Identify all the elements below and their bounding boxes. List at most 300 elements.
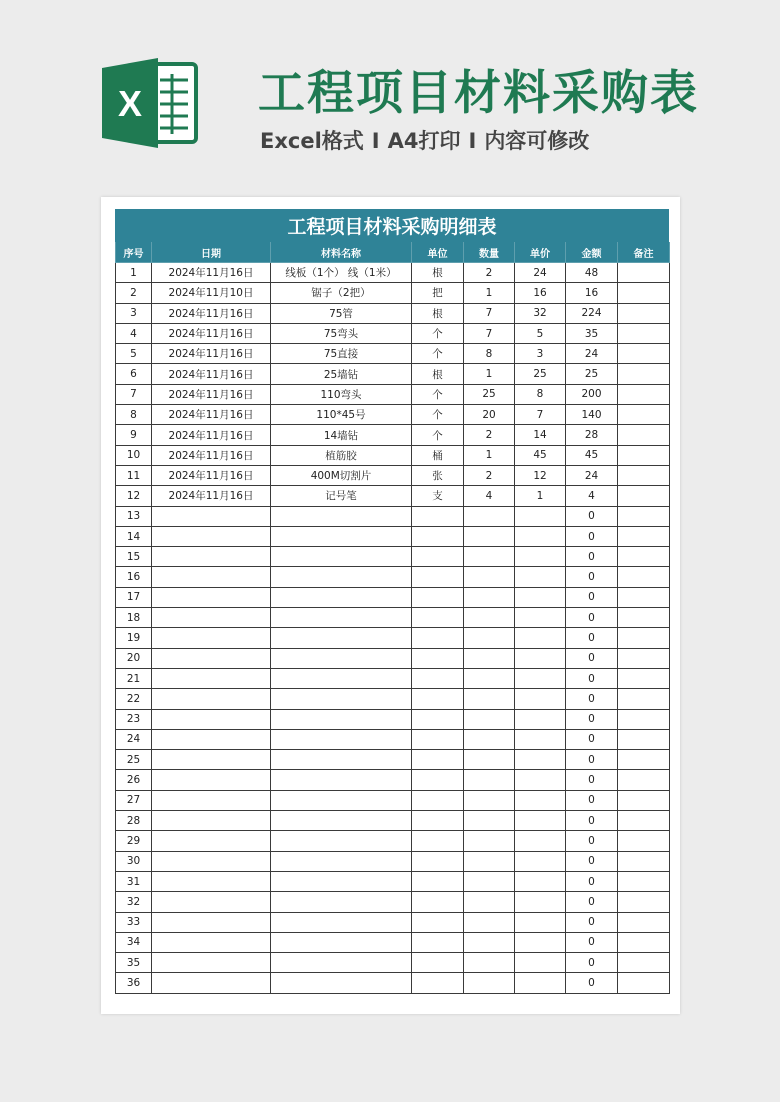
col-date-cell[interactable]: [152, 851, 271, 871]
col-unit-price-cell[interactable]: [515, 648, 566, 668]
col-unit-cell[interactable]: 根: [412, 263, 464, 283]
col-unit-cell[interactable]: [412, 689, 464, 709]
col-amount-cell[interactable]: 24: [566, 465, 618, 485]
col-unit-price-cell[interactable]: [515, 831, 566, 851]
col-quantity-cell[interactable]: [464, 932, 515, 952]
col-remarks-cell[interactable]: [618, 364, 670, 384]
col-material-name-cell[interactable]: 记号笔: [271, 486, 412, 506]
col-unit-price-cell[interactable]: [515, 851, 566, 871]
col-date-cell[interactable]: [152, 932, 271, 952]
col-unit-cell[interactable]: [412, 547, 464, 567]
col-unit-cell[interactable]: [412, 608, 464, 628]
col-unit-price-cell[interactable]: 1: [515, 486, 566, 506]
col-material-name-cell[interactable]: [271, 709, 412, 729]
col-index-cell[interactable]: 24: [116, 729, 152, 749]
col-unit-price-cell[interactable]: [515, 709, 566, 729]
table-row: [116, 323, 670, 343]
table-row: [116, 648, 670, 668]
col-remarks-cell[interactable]: [618, 648, 670, 668]
col-unit-cell[interactable]: [412, 770, 464, 790]
col-quantity-cell[interactable]: [464, 851, 515, 871]
col-remarks-cell[interactable]: [618, 729, 670, 749]
col-material-name-cell[interactable]: [271, 953, 412, 973]
col-remarks-cell[interactable]: [618, 283, 670, 303]
col-amount-cell[interactable]: 35: [566, 323, 618, 343]
col-date-cell[interactable]: [152, 729, 271, 749]
col-remarks-cell[interactable]: [618, 689, 670, 709]
col-quantity-cell[interactable]: [464, 608, 515, 628]
col-index-cell[interactable]: 29: [116, 831, 152, 851]
col-date-cell[interactable]: [152, 831, 271, 851]
col-index-cell[interactable]: 15: [116, 547, 152, 567]
col-unit-price-cell[interactable]: [515, 628, 566, 648]
col-amount-cell[interactable]: 0: [566, 567, 618, 587]
col-remarks-cell[interactable]: [618, 587, 670, 607]
col-amount-cell[interactable]: 0: [566, 912, 618, 932]
col-quantity-cell[interactable]: [464, 587, 515, 607]
col-unit-cell[interactable]: 根: [412, 364, 464, 384]
col-remarks-cell[interactable]: [618, 526, 670, 546]
col-date-cell[interactable]: [152, 526, 271, 546]
col-date-cell[interactable]: [152, 953, 271, 973]
col-index-cell[interactable]: 10: [116, 445, 152, 465]
col-amount-cell[interactable]: 25: [566, 364, 618, 384]
col-index-cell[interactable]: 28: [116, 811, 152, 831]
col-remarks-cell[interactable]: [618, 750, 670, 770]
col-amount-cell[interactable]: 0: [566, 729, 618, 749]
col-unit-price-cell[interactable]: [515, 729, 566, 749]
col-amount-cell[interactable]: 16: [566, 283, 618, 303]
col-amount-cell[interactable]: 0: [566, 608, 618, 628]
col-quantity-cell[interactable]: [464, 689, 515, 709]
col-index-cell[interactable]: 25: [116, 750, 152, 770]
col-amount-cell[interactable]: 0: [566, 547, 618, 567]
col-index-cell[interactable]: 30: [116, 851, 152, 871]
col-unit-price-cell[interactable]: [515, 608, 566, 628]
col-remarks-cell[interactable]: [618, 811, 670, 831]
col-unit-cell[interactable]: [412, 811, 464, 831]
col-amount-cell[interactable]: 0: [566, 973, 618, 993]
col-date-cell[interactable]: 2024年11月16日: [152, 384, 271, 404]
col-remarks-cell[interactable]: [618, 892, 670, 912]
col-amount-cell[interactable]: 0: [566, 892, 618, 912]
col-unit-cell[interactable]: [412, 871, 464, 891]
col-unit-cell[interactable]: [412, 648, 464, 668]
col-unit-price-cell[interactable]: [515, 750, 566, 770]
col-unit-cell[interactable]: [412, 729, 464, 749]
col-unit-price-cell[interactable]: [515, 547, 566, 567]
col-index-cell[interactable]: 2: [116, 283, 152, 303]
col-remarks-cell[interactable]: [618, 912, 670, 932]
col-amount-cell[interactable]: 24: [566, 344, 618, 364]
col-quantity-cell[interactable]: 7: [464, 323, 515, 343]
col-date-cell[interactable]: [152, 668, 271, 688]
col-unit-cell[interactable]: [412, 567, 464, 587]
col-material-name-cell[interactable]: [271, 628, 412, 648]
col-date-cell[interactable]: 2024年11月16日: [152, 486, 271, 506]
col-remarks-cell[interactable]: [618, 486, 670, 506]
table-row: [116, 831, 670, 851]
col-remarks-cell[interactable]: [618, 465, 670, 485]
col-material-name-cell[interactable]: [271, 790, 412, 810]
col-index-cell[interactable]: 18: [116, 608, 152, 628]
col-material-name-cell[interactable]: [271, 608, 412, 628]
col-remarks-cell[interactable]: [618, 851, 670, 871]
col-unit-cell[interactable]: 个: [412, 384, 464, 404]
col-index-cell[interactable]: 9: [116, 425, 152, 445]
col-quantity-cell[interactable]: 7: [464, 303, 515, 323]
col-remarks-cell[interactable]: [618, 303, 670, 323]
col-quantity-cell[interactable]: [464, 973, 515, 993]
col-unit-price-cell[interactable]: [515, 953, 566, 973]
col-remarks-cell[interactable]: [618, 405, 670, 425]
col-amount-cell[interactable]: 0: [566, 871, 618, 891]
col-date-cell[interactable]: 2024年11月16日: [152, 344, 271, 364]
col-quantity-cell[interactable]: [464, 668, 515, 688]
col-material-name-cell[interactable]: 110弯头: [271, 384, 412, 404]
col-unit-cell[interactable]: [412, 973, 464, 993]
col-index-cell[interactable]: 21: [116, 668, 152, 688]
col-amount-cell[interactable]: 0: [566, 811, 618, 831]
col-index-cell[interactable]: 8: [116, 405, 152, 425]
col-material-name-cell[interactable]: [271, 932, 412, 952]
col-material-name-cell[interactable]: 75管: [271, 303, 412, 323]
col-amount-cell[interactable]: 0: [566, 587, 618, 607]
col-date-cell[interactable]: [152, 648, 271, 668]
col-material-name-cell[interactable]: [271, 750, 412, 770]
col-unit-cell[interactable]: 把: [412, 283, 464, 303]
col-quantity-cell[interactable]: [464, 770, 515, 790]
col-index-cell[interactable]: 19: [116, 628, 152, 648]
col-unit-price-cell[interactable]: 3: [515, 344, 566, 364]
col-date-cell[interactable]: [152, 547, 271, 567]
col-date-cell[interactable]: 2024年11月16日: [152, 465, 271, 485]
col-remarks-cell[interactable]: [618, 953, 670, 973]
col-unit-price-cell[interactable]: 16: [515, 283, 566, 303]
col-quantity-cell[interactable]: 25: [464, 384, 515, 404]
col-date-cell[interactable]: 2024年11月16日: [152, 323, 271, 343]
col-unit-cell[interactable]: [412, 668, 464, 688]
col-remarks-cell[interactable]: [618, 831, 670, 851]
col-remarks-cell[interactable]: [618, 506, 670, 526]
col-date-cell[interactable]: 2024年11月16日: [152, 405, 271, 425]
col-unit-price-cell[interactable]: 32: [515, 303, 566, 323]
col-material-name-cell[interactable]: [271, 668, 412, 688]
table-row: [116, 729, 670, 749]
col-unit-price-cell[interactable]: 7: [515, 405, 566, 425]
col-date-cell[interactable]: 2024年11月10日: [152, 283, 271, 303]
col-unit-price-cell[interactable]: 25: [515, 364, 566, 384]
col-amount-cell[interactable]: 0: [566, 932, 618, 952]
col-material-name-cell[interactable]: [271, 506, 412, 526]
col-material-name-cell[interactable]: 400M切割片: [271, 465, 412, 485]
col-quantity-cell[interactable]: [464, 750, 515, 770]
col-index-cell[interactable]: 11: [116, 465, 152, 485]
col-date-cell[interactable]: [152, 709, 271, 729]
table-row: [116, 912, 670, 932]
col-unit-price-cell[interactable]: [515, 567, 566, 587]
col-index-cell[interactable]: 1: [116, 263, 152, 283]
col-unit-cell[interactable]: 个: [412, 405, 464, 425]
col-remarks-cell[interactable]: [618, 790, 670, 810]
col-amount-cell[interactable]: 48: [566, 263, 618, 283]
col-unit-cell[interactable]: 桶: [412, 445, 464, 465]
col-material-name-cell[interactable]: 植筋胶: [271, 445, 412, 465]
col-index-cell[interactable]: 7: [116, 384, 152, 404]
col-date-cell[interactable]: [152, 770, 271, 790]
svg-text:X: X: [117, 83, 143, 124]
col-unit-price-cell[interactable]: 5: [515, 323, 566, 343]
col-material-name-cell[interactable]: [271, 811, 412, 831]
col-material-name-cell[interactable]: 75直接: [271, 344, 412, 364]
col-quantity-cell[interactable]: [464, 831, 515, 851]
col-amount-cell[interactable]: 0: [566, 689, 618, 709]
col-unit-cell[interactable]: [412, 506, 464, 526]
col-unit-cell[interactable]: 个: [412, 323, 464, 343]
table-row: [116, 608, 670, 628]
col-amount-cell[interactable]: 224: [566, 303, 618, 323]
col-amount-cell[interactable]: 45: [566, 445, 618, 465]
col-unit-price-cell[interactable]: [515, 689, 566, 709]
col-quantity-cell[interactable]: [464, 790, 515, 810]
col-unit-cell[interactable]: 张: [412, 465, 464, 485]
col-index-cell[interactable]: 4: [116, 323, 152, 343]
col-amount-cell[interactable]: 0: [566, 506, 618, 526]
col-unit-price-cell[interactable]: [515, 871, 566, 891]
col-unit-cell[interactable]: 个: [412, 425, 464, 445]
col-index-cell[interactable]: 22: [116, 689, 152, 709]
col-date-cell[interactable]: [152, 587, 271, 607]
col-unit-price-cell[interactable]: 45: [515, 445, 566, 465]
col-unit-cell[interactable]: [412, 892, 464, 912]
col-quantity-cell[interactable]: [464, 953, 515, 973]
col-unit-price-cell[interactable]: [515, 811, 566, 831]
col-quantity-cell[interactable]: [464, 709, 515, 729]
col-remarks-cell[interactable]: [618, 668, 670, 688]
table-row: [116, 689, 670, 709]
col-quantity-cell[interactable]: [464, 628, 515, 648]
col-date-cell[interactable]: [152, 567, 271, 587]
col-amount-header: 金额: [566, 242, 618, 263]
col-quantity-cell[interactable]: [464, 912, 515, 932]
col-index-cell[interactable]: 34: [116, 932, 152, 952]
col-unit-cell[interactable]: [412, 953, 464, 973]
col-date-cell[interactable]: [152, 790, 271, 810]
col-quantity-cell[interactable]: 2: [464, 465, 515, 485]
col-quantity-cell[interactable]: 1: [464, 364, 515, 384]
col-remarks-cell[interactable]: [618, 871, 670, 891]
col-date-cell[interactable]: 2024年11月16日: [152, 303, 271, 323]
col-amount-cell[interactable]: 140: [566, 405, 618, 425]
col-unit-price-cell[interactable]: 24: [515, 263, 566, 283]
col-date-cell[interactable]: [152, 628, 271, 648]
col-date-cell[interactable]: 2024年11月16日: [152, 263, 271, 283]
col-unit-price-cell[interactable]: [515, 932, 566, 952]
col-unit-cell[interactable]: [412, 628, 464, 648]
col-remarks-cell[interactable]: [618, 608, 670, 628]
col-index-cell[interactable]: 26: [116, 770, 152, 790]
col-remarks-cell[interactable]: [618, 425, 670, 445]
col-index-cell[interactable]: 5: [116, 344, 152, 364]
col-material-name-cell[interactable]: [271, 587, 412, 607]
col-material-name-cell[interactable]: [271, 871, 412, 891]
col-index-cell[interactable]: 35: [116, 953, 152, 973]
col-index-cell[interactable]: 33: [116, 912, 152, 932]
col-remarks-cell[interactable]: [618, 323, 670, 343]
col-quantity-cell[interactable]: [464, 892, 515, 912]
col-amount-cell[interactable]: 4: [566, 486, 618, 506]
col-date-cell[interactable]: 2024年11月16日: [152, 425, 271, 445]
col-unit-price-cell[interactable]: [515, 973, 566, 993]
col-quantity-cell[interactable]: [464, 526, 515, 546]
col-unit-cell[interactable]: 根: [412, 303, 464, 323]
col-index-cell[interactable]: 17: [116, 587, 152, 607]
col-date-cell[interactable]: [152, 689, 271, 709]
col-remarks-cell[interactable]: [618, 709, 670, 729]
col-index-cell[interactable]: 3: [116, 303, 152, 323]
col-material-name-cell[interactable]: [271, 912, 412, 932]
col-quantity-cell[interactable]: 1: [464, 445, 515, 465]
col-index-cell[interactable]: 31: [116, 871, 152, 891]
col-remarks-cell[interactable]: [618, 770, 670, 790]
col-index-cell[interactable]: 14: [116, 526, 152, 546]
col-unit-price-cell[interactable]: 8: [515, 384, 566, 404]
col-material-name-cell[interactable]: 25墙钻: [271, 364, 412, 384]
col-material-name-cell[interactable]: 锯子（2把）: [271, 283, 412, 303]
col-unit-cell[interactable]: 个: [412, 344, 464, 364]
col-material-name-cell[interactable]: [271, 526, 412, 546]
col-amount-cell[interactable]: 0: [566, 628, 618, 648]
col-unit-cell[interactable]: [412, 587, 464, 607]
col-date-cell[interactable]: 2024年11月16日: [152, 364, 271, 384]
col-remarks-cell[interactable]: [618, 628, 670, 648]
col-date-cell[interactable]: [152, 871, 271, 891]
col-quantity-cell[interactable]: [464, 811, 515, 831]
col-quantity-cell[interactable]: 2: [464, 425, 515, 445]
col-index-cell[interactable]: 13: [116, 506, 152, 526]
col-index-cell[interactable]: 6: [116, 364, 152, 384]
col-material-name-cell[interactable]: [271, 851, 412, 871]
col-quantity-cell[interactable]: 1: [464, 283, 515, 303]
col-unit-price-cell[interactable]: [515, 668, 566, 688]
col-unit-cell[interactable]: 支: [412, 486, 464, 506]
table-row: [116, 486, 670, 506]
col-quantity-cell[interactable]: [464, 871, 515, 891]
col-unit-price-cell[interactable]: [515, 912, 566, 932]
col-material-name-cell[interactable]: 14墙钻: [271, 425, 412, 445]
col-material-name-cell[interactable]: [271, 648, 412, 668]
col-unit-price-cell[interactable]: 14: [515, 425, 566, 445]
col-unit-cell[interactable]: [412, 790, 464, 810]
col-material-name-cell[interactable]: [271, 689, 412, 709]
col-amount-cell[interactable]: 0: [566, 790, 618, 810]
col-amount-cell[interactable]: 28: [566, 425, 618, 445]
col-date-cell[interactable]: [152, 608, 271, 628]
col-material-name-cell[interactable]: 75弯头: [271, 323, 412, 343]
col-remarks-header: 备注: [618, 242, 670, 263]
col-date-cell[interactable]: [152, 912, 271, 932]
col-unit-price-cell[interactable]: [515, 587, 566, 607]
col-unit-price-cell[interactable]: [515, 790, 566, 810]
col-unit-cell[interactable]: [412, 750, 464, 770]
col-amount-cell[interactable]: 0: [566, 953, 618, 973]
col-index-cell[interactable]: 27: [116, 790, 152, 810]
col-quantity-cell[interactable]: 8: [464, 344, 515, 364]
col-remarks-cell[interactable]: [618, 973, 670, 993]
col-unit-cell[interactable]: [412, 851, 464, 871]
col-index-cell[interactable]: 32: [116, 892, 152, 912]
col-material-name-cell[interactable]: [271, 973, 412, 993]
col-quantity-cell[interactable]: 20: [464, 405, 515, 425]
col-material-name-cell[interactable]: [271, 567, 412, 587]
col-remarks-cell[interactable]: [618, 445, 670, 465]
col-amount-cell[interactable]: 0: [566, 526, 618, 546]
col-amount-cell[interactable]: 0: [566, 851, 618, 871]
col-material-name-cell[interactable]: 110*45号: [271, 405, 412, 425]
col-remarks-cell[interactable]: [618, 547, 670, 567]
col-index-cell[interactable]: 36: [116, 973, 152, 993]
col-unit-price-cell[interactable]: [515, 506, 566, 526]
col-quantity-cell[interactable]: [464, 567, 515, 587]
col-amount-cell[interactable]: 200: [566, 384, 618, 404]
col-material-name-cell[interactable]: 线板（1个） 线（1米）: [271, 263, 412, 283]
col-remarks-cell[interactable]: [618, 384, 670, 404]
col-quantity-cell[interactable]: 4: [464, 486, 515, 506]
col-material-name-cell[interactable]: [271, 892, 412, 912]
col-quantity-cell[interactable]: [464, 648, 515, 668]
col-amount-cell[interactable]: 0: [566, 750, 618, 770]
col-quantity-cell[interactable]: [464, 506, 515, 526]
col-unit-cell[interactable]: [412, 932, 464, 952]
col-index-cell[interactable]: 20: [116, 648, 152, 668]
col-unit-price-cell[interactable]: 12: [515, 465, 566, 485]
col-date-cell[interactable]: [152, 973, 271, 993]
col-amount-cell[interactable]: 0: [566, 770, 618, 790]
col-unit-price-cell[interactable]: [515, 892, 566, 912]
col-amount-cell[interactable]: 0: [566, 709, 618, 729]
col-date-cell[interactable]: 2024年11月16日: [152, 445, 271, 465]
col-date-cell[interactable]: [152, 506, 271, 526]
col-material-name-cell[interactable]: [271, 831, 412, 851]
col-unit-price-cell[interactable]: [515, 770, 566, 790]
col-amount-cell[interactable]: 0: [566, 668, 618, 688]
col-quantity-cell[interactable]: [464, 729, 515, 749]
col-date-cell[interactable]: [152, 750, 271, 770]
col-remarks-cell[interactable]: [618, 567, 670, 587]
col-date-cell[interactable]: [152, 892, 271, 912]
col-date-cell[interactable]: [152, 811, 271, 831]
col-quantity-cell[interactable]: 2: [464, 263, 515, 283]
col-material-name-cell[interactable]: [271, 547, 412, 567]
col-unit-cell[interactable]: [412, 831, 464, 851]
col-quantity-cell[interactable]: [464, 547, 515, 567]
col-index-cell[interactable]: 16: [116, 567, 152, 587]
col-remarks-cell[interactable]: [618, 263, 670, 283]
col-material-name-cell[interactable]: [271, 729, 412, 749]
col-index-cell[interactable]: 12: [116, 486, 152, 506]
col-remarks-cell[interactable]: [618, 932, 670, 952]
col-amount-cell[interactable]: 0: [566, 648, 618, 668]
col-unit-cell[interactable]: [412, 526, 464, 546]
subtitle: [260, 125, 589, 155]
col-unit-cell[interactable]: [412, 912, 464, 932]
col-remarks-cell[interactable]: [618, 344, 670, 364]
col-material-name-cell[interactable]: [271, 770, 412, 790]
col-unit-cell[interactable]: [412, 709, 464, 729]
col-amount-cell[interactable]: 0: [566, 831, 618, 851]
col-index-cell[interactable]: 23: [116, 709, 152, 729]
col-unit-price-cell[interactable]: [515, 526, 566, 546]
